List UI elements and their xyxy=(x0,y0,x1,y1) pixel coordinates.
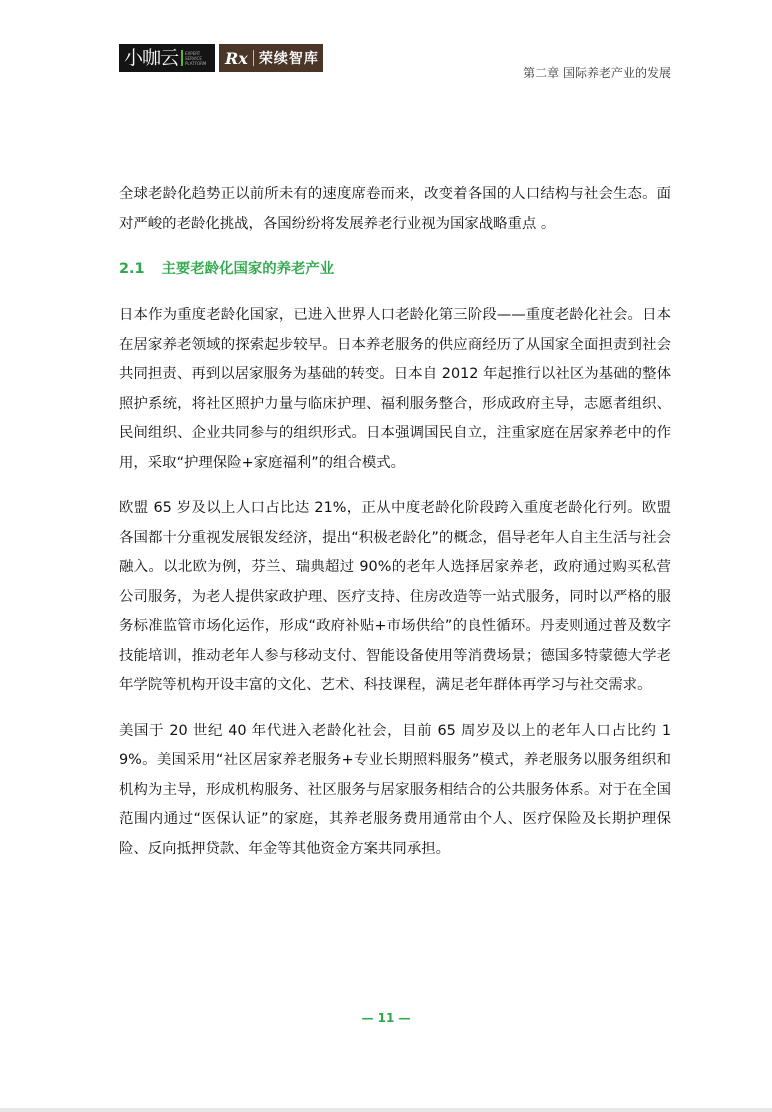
rongxu-logo xyxy=(219,44,323,72)
rx-logo-divider xyxy=(253,50,254,66)
rx-mark: Rx xyxy=(225,48,248,68)
xiaoka-logo-small-line: EXPERT xyxy=(185,50,201,56)
xiaoka-logo-small-line: PLATFORM xyxy=(185,60,207,66)
section-title: 主要老龄化国家的养老产业 xyxy=(161,261,335,277)
page-header xyxy=(119,44,671,80)
xiaoka-logo-text: 小咖云 xyxy=(124,47,179,69)
eu-paragraph: 欧盟 65 岁及以上人口占比达 21%，正从中度老龄化阶段跨入重度老龄化行列。欧盟各国都十分重视发展银发经济，提出“积极老龄化”的概念，倡导老年人自主生活与社会融入。以北欧为例，芬兰、瑞典超过 90%的老年人选择居家养老，政府通过购买私营公司服务，为老人提供家政护理、医疗支持、住房改造等一站式服务，同时以严格的服务标准监管市场化运作，形成“政府补贴+市场供给”的良性循环。丹麦则通过普及数字技能培训，推动老年人参与移动支付、智能设备使用等消费场景；德国多特蒙德大学老年学院等机构开设丰富的文化、艺术、科技课程，满足老年群体再学习与社交需求。 xyxy=(119,500,671,693)
rx-logo-name: 荣续智库 xyxy=(258,51,319,67)
xiaoka-logo xyxy=(119,44,215,72)
bottom-edge xyxy=(0,1108,772,1112)
japan-paragraph: 日本作为重度老龄化国家，已进入世界人口老龄化第三阶段——重度老龄化社会。日本在居家养老领域的探索起步较早。日本养老服务的供应商经历了从国家全面担责到社会共同担责、再到以居家服务为基础的转变。日本自 2012 年起推行以社区为基础的整体照护系统，将社区照护力量与临床护理、福利服务整合，形成政府主导，志愿者组织、民间组织、企业共同参与的组织形式。日本强调国民自立，注重家庭在居家养老中的作用，采取“护理保险+家庭福利”的组合模式。 xyxy=(119,307,671,471)
section-number: 2.1 xyxy=(119,261,145,277)
xiaoka-logo-small-text xyxy=(185,51,206,66)
section-heading xyxy=(119,254,671,284)
page-number: — 11 — xyxy=(361,1011,411,1025)
xiaoka-logo-bar xyxy=(181,50,183,66)
page-content xyxy=(119,180,671,864)
us-paragraph: 美国于 20 世纪 40 年代进入老龄化社会，目前 65 周岁及以上的老年人口占比约 19%。美国采用“社区居家养老服务+专业长期照料服务”模式，养老服务以服务组织和机构为主导，形成机构服务、社区服务与居家服务相结合的公共服务体系。对于在全国范围内通过“医保认证”的家庭，其养老服务费用通常由个人、医疗保险及长期护理保险、反向抵押贷款、年金等其他资金方案共同承担。 xyxy=(119,722,671,857)
xiaoka-logo-small-line: SERVICE xyxy=(185,55,202,61)
chapter-title: 第二章 国际养老产业的发展 xyxy=(523,66,671,80)
intro-paragraph: 全球老龄化趋势正以前所未有的速度席卷而来，改变着各国的人口结构与社会生态。面对严峻的老龄化挑战，各国纷纷将发展养老行业视为国家战略重点 。 xyxy=(119,186,671,232)
